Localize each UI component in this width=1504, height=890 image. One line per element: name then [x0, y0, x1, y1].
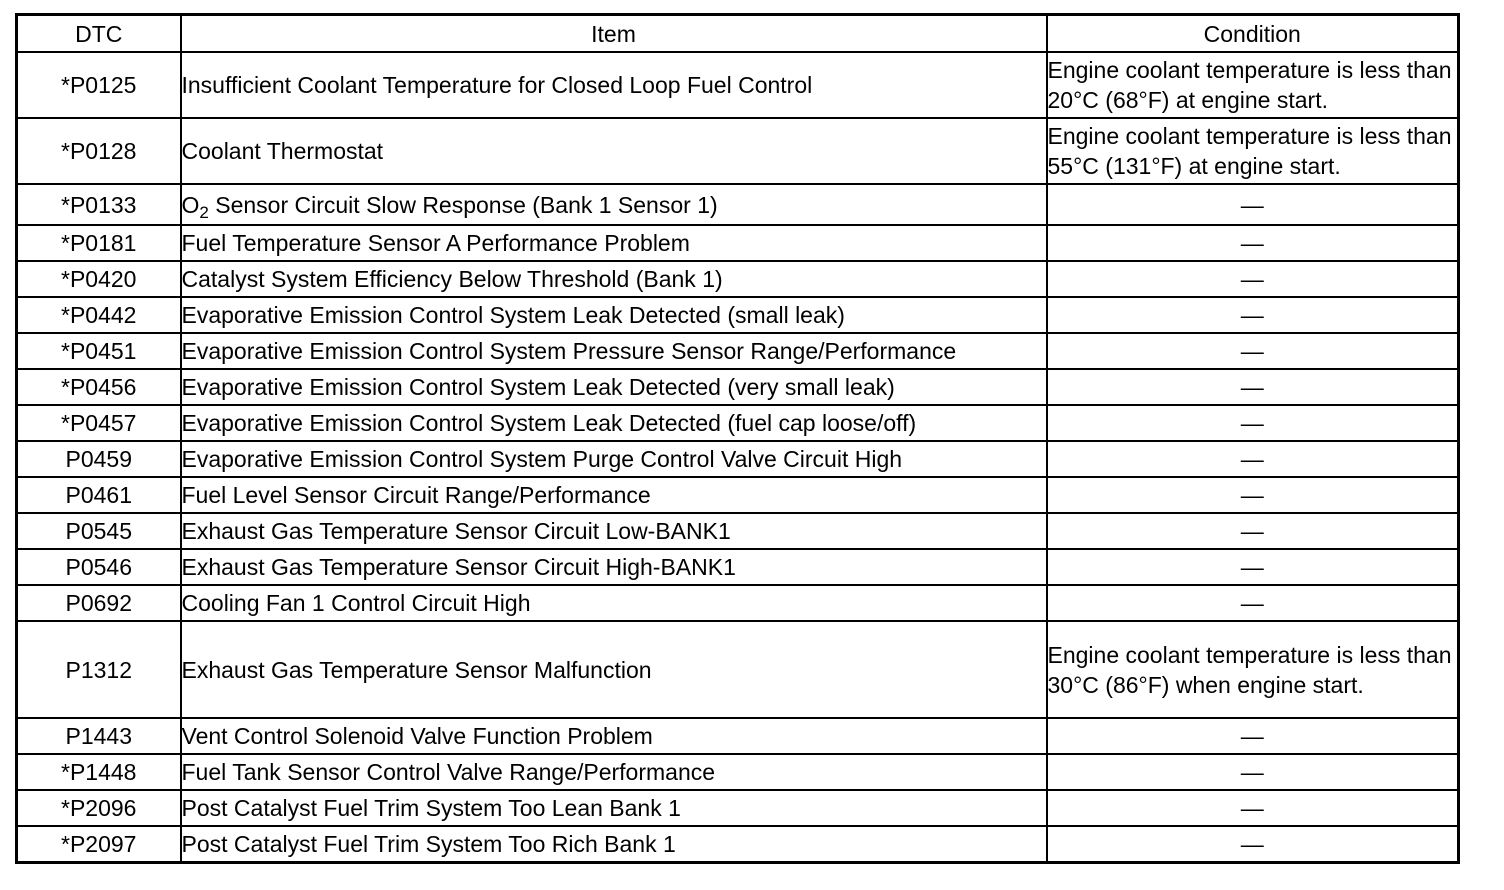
- table-row: [17, 585, 1459, 621]
- condition-dash: —: [1047, 718, 1459, 754]
- condition-dash: —: [1047, 754, 1459, 790]
- item-description: Exhaust Gas Temperature Sensor Malfunction: [181, 621, 1047, 718]
- item-description: Post Catalyst Fuel Trim System Too Lean Bank 1: [181, 790, 1047, 826]
- item-description: Evaporative Emission Control System Pressure Sensor Range/Performance: [181, 333, 1047, 369]
- dtc-table: [15, 13, 1460, 864]
- item-description: [181, 184, 1047, 225]
- table-row: [17, 549, 1459, 585]
- dtc-code: *P2096: [17, 790, 181, 826]
- table-row: [17, 369, 1459, 405]
- item-description: Evaporative Emission Control System Leak Detected (very small leak): [181, 369, 1047, 405]
- table-row: [17, 261, 1459, 297]
- item-description: Cooling Fan 1 Control Circuit High: [181, 585, 1047, 621]
- table-row: [17, 184, 1459, 225]
- table-row: [17, 754, 1459, 790]
- dtc-code: *P0442: [17, 297, 181, 333]
- dtc-code: *P2097: [17, 826, 181, 863]
- table-row: [17, 225, 1459, 261]
- condition-text: Engine coolant temperature is less than 30°C (86°F) when engine start.: [1047, 621, 1459, 718]
- dtc-code: P0546: [17, 549, 181, 585]
- condition-dash: —: [1047, 369, 1459, 405]
- item-description: Coolant Thermostat: [181, 118, 1047, 184]
- table-row: [17, 621, 1459, 718]
- header-item: Item: [181, 15, 1047, 53]
- item-description: Exhaust Gas Temperature Sensor Circuit Low-BANK1: [181, 513, 1047, 549]
- condition-dash: —: [1047, 513, 1459, 549]
- condition-dash: —: [1047, 477, 1459, 513]
- item-description: Insufficient Coolant Temperature for Closed Loop Fuel Control: [181, 52, 1047, 118]
- dtc-code: *P0451: [17, 333, 181, 369]
- table-row: [17, 441, 1459, 477]
- condition-text: Engine coolant temperature is less than 20°C (68°F) at engine start.: [1047, 52, 1459, 118]
- dtc-code: *P0181: [17, 225, 181, 261]
- dtc-code: P1312: [17, 621, 181, 718]
- item-description: Catalyst System Efficiency Below Threshold (Bank 1): [181, 261, 1047, 297]
- item-description: Evaporative Emission Control System Leak Detected (small leak): [181, 297, 1047, 333]
- dtc-code: *P0456: [17, 369, 181, 405]
- item-subscript: 2: [199, 202, 209, 222]
- table-row: [17, 333, 1459, 369]
- item-description: Fuel Level Sensor Circuit Range/Performance: [181, 477, 1047, 513]
- table-row: [17, 826, 1459, 863]
- condition-dash: —: [1047, 585, 1459, 621]
- condition-dash: —: [1047, 441, 1459, 477]
- condition-dash: —: [1047, 549, 1459, 585]
- table-row: [17, 718, 1459, 754]
- item-description: Post Catalyst Fuel Trim System Too Rich Bank 1: [181, 826, 1047, 863]
- condition-dash: —: [1047, 261, 1459, 297]
- dtc-code: P0461: [17, 477, 181, 513]
- table-row: [17, 52, 1459, 118]
- dtc-code: *P0133: [17, 184, 181, 225]
- condition-dash: —: [1047, 333, 1459, 369]
- condition-dash: —: [1047, 184, 1459, 225]
- dtc-code: P0459: [17, 441, 181, 477]
- item-prefix: O: [181, 191, 200, 218]
- table-row: [17, 297, 1459, 333]
- dtc-code: *P0457: [17, 405, 181, 441]
- dtc-code: P0692: [17, 585, 181, 621]
- dtc-code: *P1448: [17, 754, 181, 790]
- item-description: Vent Control Solenoid Valve Function Problem: [181, 718, 1047, 754]
- dtc-code: P0545: [17, 513, 181, 549]
- dtc-code: *P0125: [17, 52, 181, 118]
- header-dtc: DTC: [17, 15, 181, 53]
- item-description: Fuel Temperature Sensor A Performance Problem: [181, 225, 1047, 261]
- condition-dash: —: [1047, 297, 1459, 333]
- table-row: [17, 513, 1459, 549]
- dtc-code: *P0420: [17, 261, 181, 297]
- condition-dash: —: [1047, 225, 1459, 261]
- table-row: [17, 790, 1459, 826]
- item-description: Fuel Tank Sensor Control Valve Range/Performance: [181, 754, 1047, 790]
- table-row: [17, 405, 1459, 441]
- dtc-code: P1443: [17, 718, 181, 754]
- condition-text: Engine coolant temperature is less than 55°C (131°F) at engine start.: [1047, 118, 1459, 184]
- item-description: Evaporative Emission Control System Purge Control Valve Circuit High: [181, 441, 1047, 477]
- condition-dash: —: [1047, 790, 1459, 826]
- condition-dash: —: [1047, 826, 1459, 863]
- item-suffix: Sensor Circuit Slow Response (Bank 1 Sensor 1): [208, 191, 718, 218]
- dtc-code: *P0128: [17, 118, 181, 184]
- table-row: [17, 477, 1459, 513]
- header-condition: Condition: [1047, 15, 1459, 53]
- item-description: Exhaust Gas Temperature Sensor Circuit High-BANK1: [181, 549, 1047, 585]
- header-row: [17, 15, 1459, 53]
- item-description: Evaporative Emission Control System Leak Detected (fuel cap loose/off): [181, 405, 1047, 441]
- table-row: [17, 118, 1459, 184]
- condition-dash: —: [1047, 405, 1459, 441]
